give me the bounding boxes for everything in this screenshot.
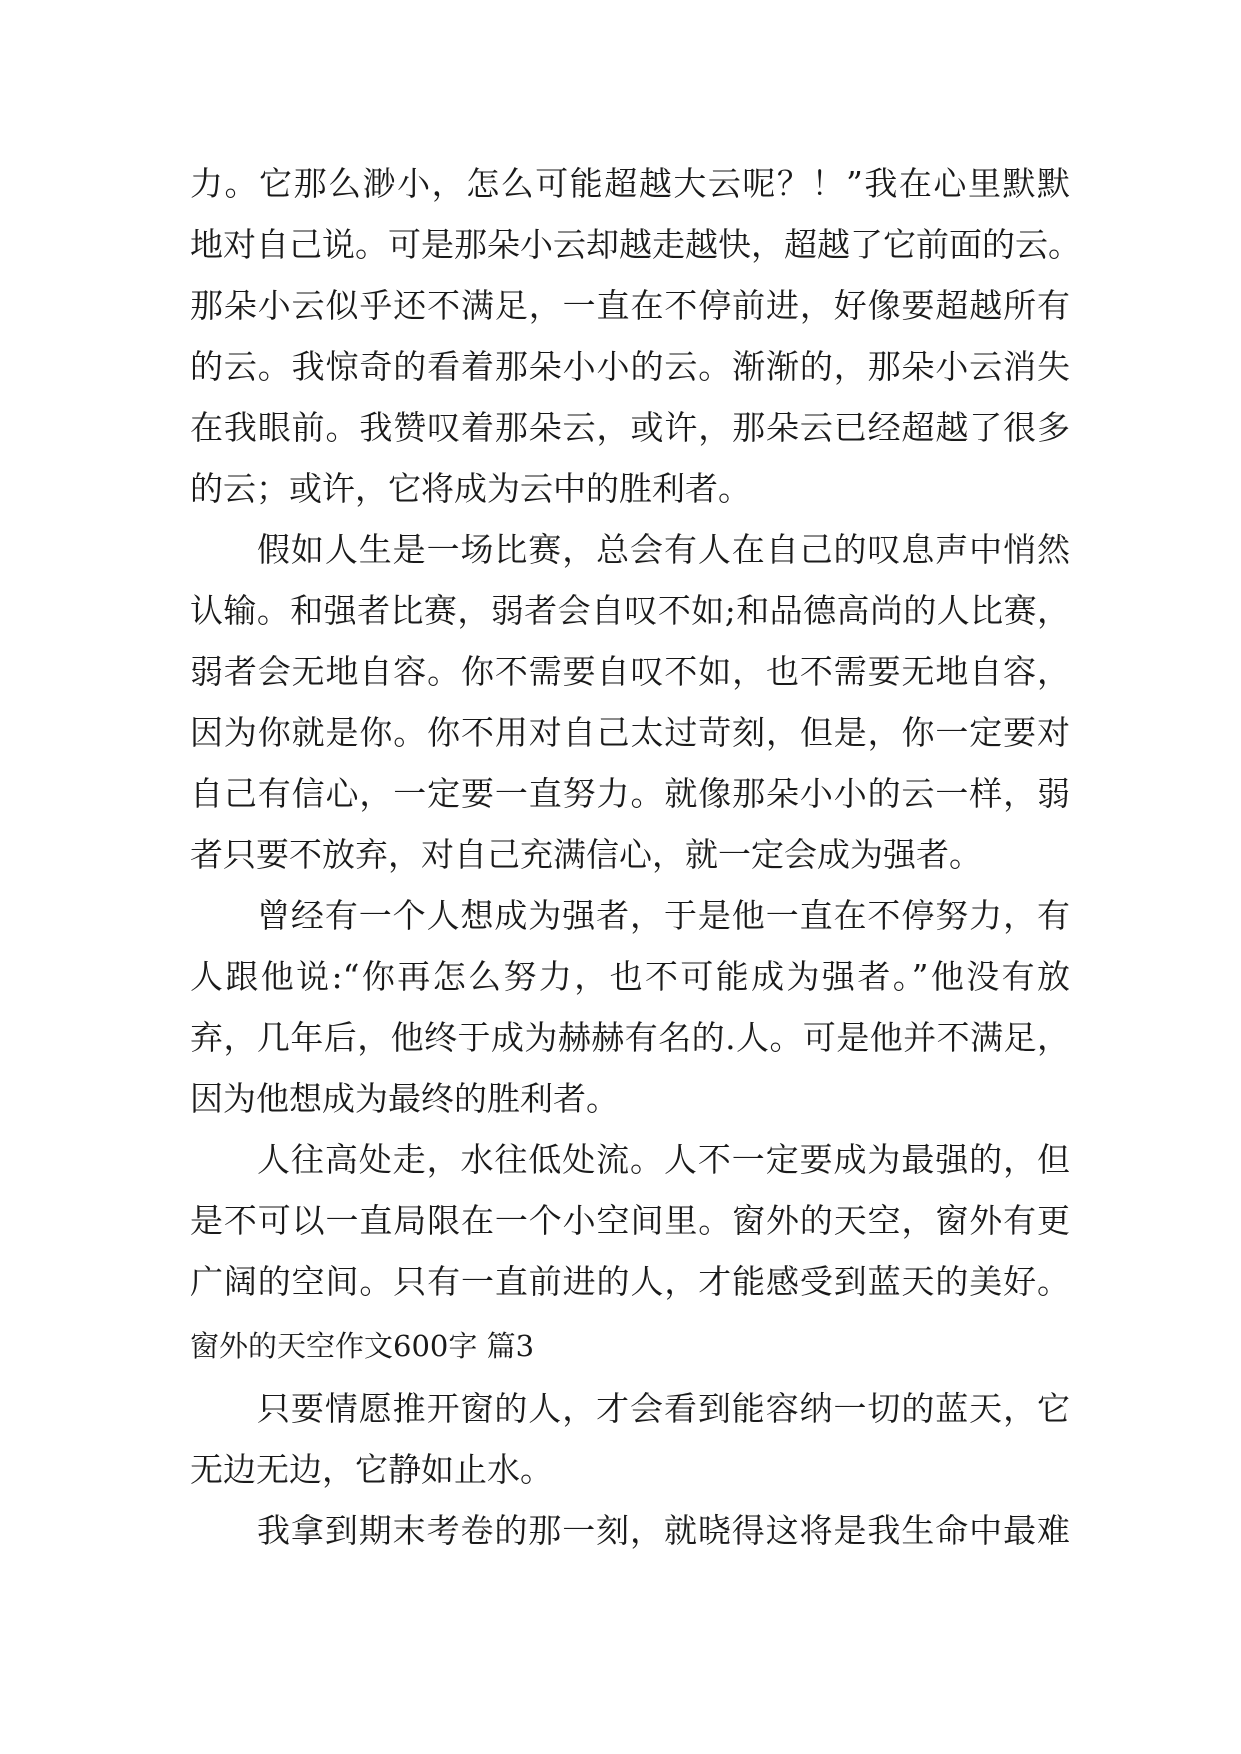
text-line: 在我眼前。我赞叹着那朵云，或许，那朵云已经超越了很多: [190, 408, 1070, 447]
text-line: 那朵小云似乎还不满足，一直在不停前进，好像要超越所有: [190, 286, 1070, 325]
text-line: 曾经有一个人想成为强者，于是他一直在不停努力，有: [257, 896, 1070, 935]
text-line: 因为你就是你。你不用对自己太过苛刻，但是，你一定要对: [190, 713, 1070, 752]
text-line: 弃，几年后，他终于成为赫赫有名的.人。可是他并不满足，: [190, 1018, 1070, 1057]
text-line: 因为他想成为最终的胜利者。: [190, 1079, 619, 1118]
text-line: 无边无边，它静如止水。: [190, 1450, 553, 1489]
text-line: 自己有信心，一定要一直努力。就像那朵小小的云一样，弱: [190, 774, 1070, 813]
text-line: 广阔的空间。只有一直前进的人，才能感受到蓝天的美好。: [190, 1262, 1070, 1301]
text-line: 只要情愿推开窗的人，才会看到能容纳一切的蓝天，它: [257, 1389, 1070, 1428]
text-line: 人往高处走，水往低处流。人不一定要成为最强的，但: [257, 1140, 1070, 1179]
text-line: 弱者会无地自容。你不需要自叹不如，也不需要无地自容，: [190, 652, 1070, 691]
text-line: 我拿到期末考卷的那一刻，就晓得这将是我生命中最难: [257, 1511, 1070, 1550]
text-line: 认输。和强者比赛，弱者会自叹不如;和品德高尚的人比赛，: [190, 591, 1070, 630]
text-line: 是不可以一直局限在一个小空间里。窗外的天空，窗外有更: [190, 1201, 1070, 1240]
text-line: 假如人生是一场比赛，总会有人在自己的叹息声中悄然: [257, 530, 1070, 569]
text-line: 的云。我惊奇的看着那朵小小的云。渐渐的，那朵小云消失: [190, 347, 1070, 386]
section-heading: 窗外的天空作文600字 篇3: [190, 1329, 535, 1363]
text-line: 地对自己说。可是那朵小云却越走越快，超越了它前面的云。: [190, 225, 1081, 264]
text-line: 者只要不放弃，对自己充满信心，就一定会成为强者。: [190, 835, 982, 874]
text-line: 的云；或许，它将成为云中的胜利者。: [190, 469, 751, 508]
text-line: 力。它那么渺小，怎么可能超越大云呢？！”我在心里默默: [190, 164, 1070, 203]
text-line: 人跟他说:“你再怎么努力，也不可能成为强者。”他没有放: [190, 957, 1070, 996]
